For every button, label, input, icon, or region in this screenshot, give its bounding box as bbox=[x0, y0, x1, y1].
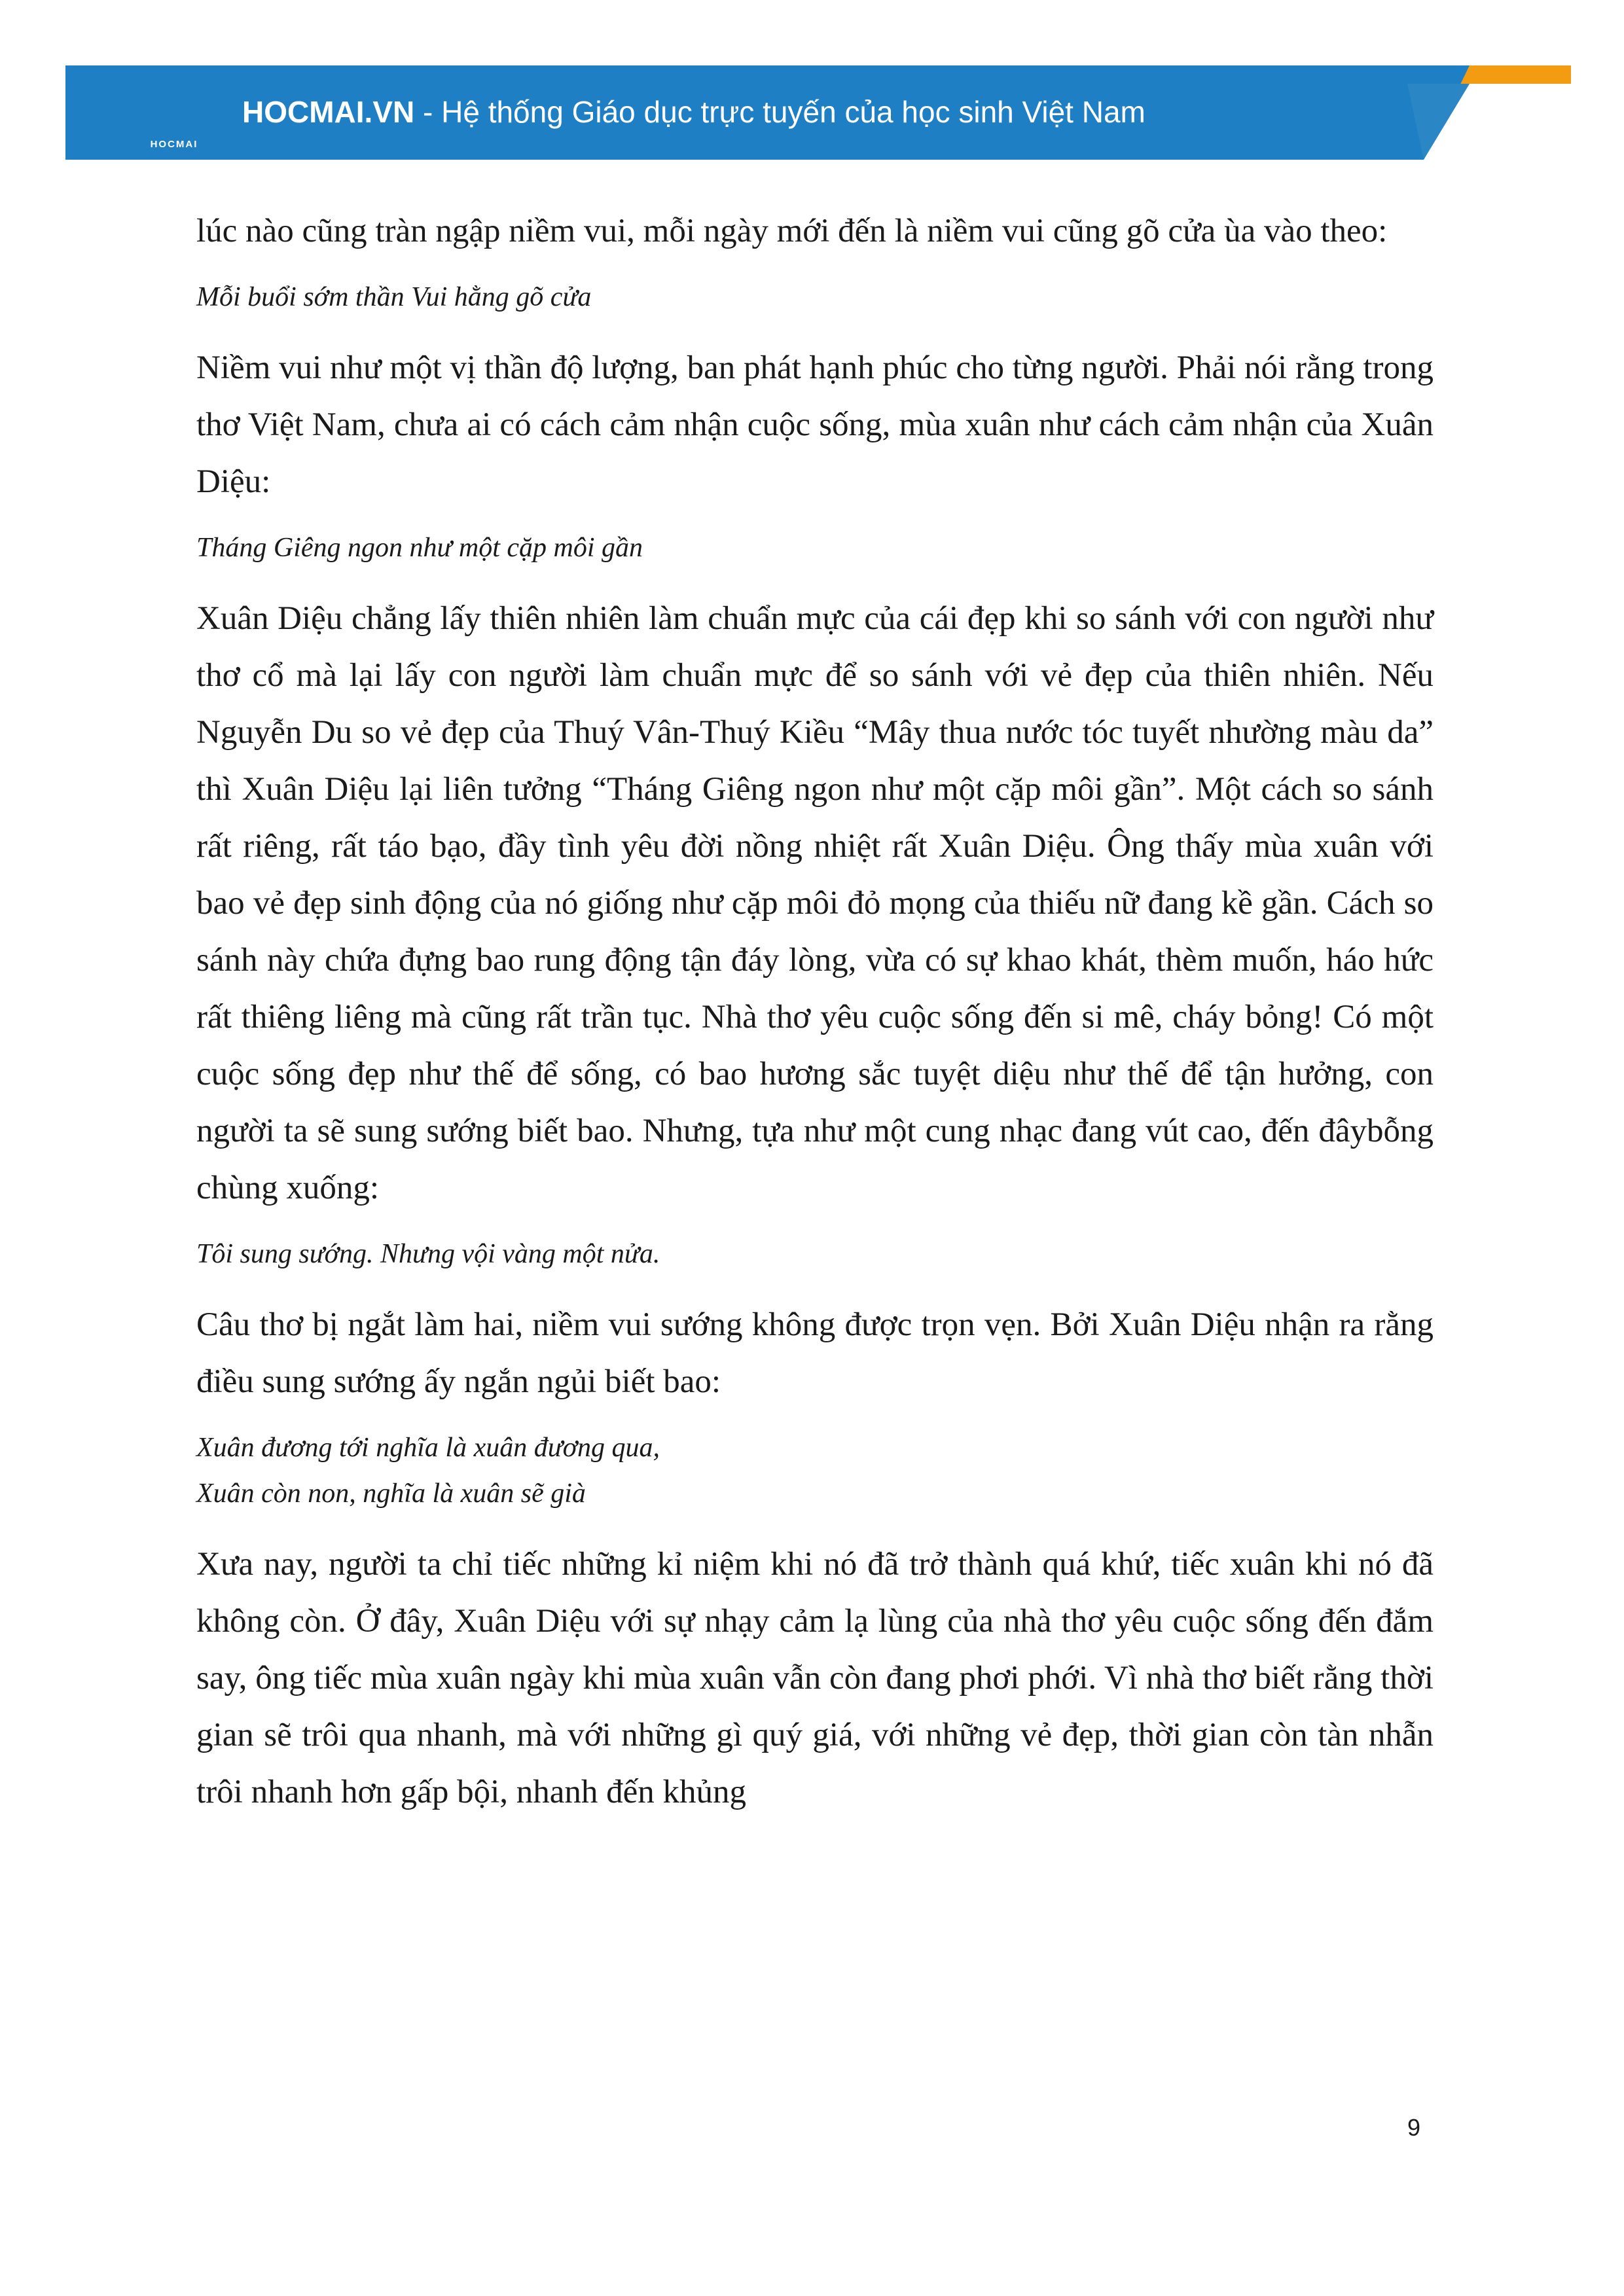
paragraph-4: Câu thơ bị ngắt làm hai, niềm vui sướng không được trọn vẹn. Bởi Xuân Diệu nhận ra rằng điều sung sướng ấy ngắn ngủi biết bao: bbox=[196, 1306, 1434, 1400]
verse-1: Mỗi buổi sớm thần Vui hằng gõ cửa bbox=[196, 282, 592, 312]
brand-tagline: - Hệ thống Giáo dục trực tuyến của học sinh Việt Nam bbox=[414, 95, 1146, 129]
verse-4a: Xuân đương tới nghĩa là xuân đương qua, bbox=[196, 1433, 660, 1463]
verse-2: Tháng Giêng ngon như một cặp môi gần bbox=[196, 533, 643, 563]
paragraph-1: lúc nào cũng tràn ngập niềm vui, mỗi ngày mới đến là niềm vui cũng gõ cửa ùa vào theo: bbox=[196, 213, 1388, 249]
paragraph-5: Xưa nay, người ta chỉ tiếc những kỉ niệm khi nó đã trở thành quá khứ, tiếc xuân khi nó đã không còn. Ở đây, Xuân Diệu với sự nhạy cảm lạ lùng của nhà thơ yêu cuộc sống đến đắm say, ông tiếc mùa xuân ngày khi mùa xuân vẫn còn đang phơi phới. Vì nhà thơ biết rằng thời gian sẽ trôi qua nhanh, mà với những gì quý giá, với những vẻ đẹp, thời gian còn tàn nhẫn trôi nhanh hơn gấp bội, nhanh đến khủng bbox=[196, 1546, 1434, 1810]
page-content bbox=[196, 203, 1434, 1838]
banner-title bbox=[242, 94, 1146, 130]
page-number: 9 bbox=[1407, 2114, 1421, 2141]
hocmai-logo-icon bbox=[0, 0, 68, 77]
paragraph-3: Xuân Diệu chẳng lấy thiên nhiên làm chuẩn mực của cái đẹp khi so sánh với con người như thơ cổ mà lại lấy con người làm chuẩn mực để so sánh với vẻ đẹp của thiên nhiên. Nếu Nguyễn Du so vẻ đẹp của Thuý Vân-Thuý Kiều “Mây thua nước tóc tuyết nhường màu da” thì Xuân Diệu lại liên tưởng “Tháng Giêng ngon như một cặp môi gần”. Một cách so sánh rất riêng, rất táo bạo, đầy tình yêu đời nồng nhiệt rất Xuân Diệu. Ông thấy mùa xuân với bao vẻ đẹp sinh động của nó giống như cặp môi đỏ mọng của thiếu nữ đang kề gần. Cách so sánh này chứa đựng bao rung động tận đáy lòng, vừa có sự khao khát, thèm muốn, háo hức rất thiêng liêng mà cũng rất trần tục. Nhà thơ yêu cuộc sống đến si mê, cháy bỏng! Có một cuộc sống đẹp như thế để sống, có bao hương sắc tuyệt diệu như thế để tận hưởng, con người ta sẽ sung sướng biết bao. Nhưng, tựa như một cung nhạc đang vút cao, đến đâybỗng chùng xuống: bbox=[196, 600, 1434, 1206]
logo-caption: HOCMAI bbox=[150, 139, 198, 150]
banner-shape bbox=[0, 0, 1624, 170]
brand-name: HOCMAI.VN bbox=[242, 95, 415, 129]
header-banner bbox=[0, 0, 1624, 170]
paragraph-2: Niềm vui như một vị thần độ lượng, ban phát hạnh phúc cho từng người. Phải nói rằng trong thơ Việt Nam, chưa ai có cách cảm nhận cuộc sống, mùa xuân như cách cảm nhận của Xuân Diệu: bbox=[196, 350, 1434, 500]
verse-4b: Xuân còn non, nghĩa là xuân sẽ già bbox=[196, 1479, 586, 1509]
verse-3: Tôi sung sướng. Nhưng vội vàng một nửa. bbox=[196, 1239, 660, 1269]
